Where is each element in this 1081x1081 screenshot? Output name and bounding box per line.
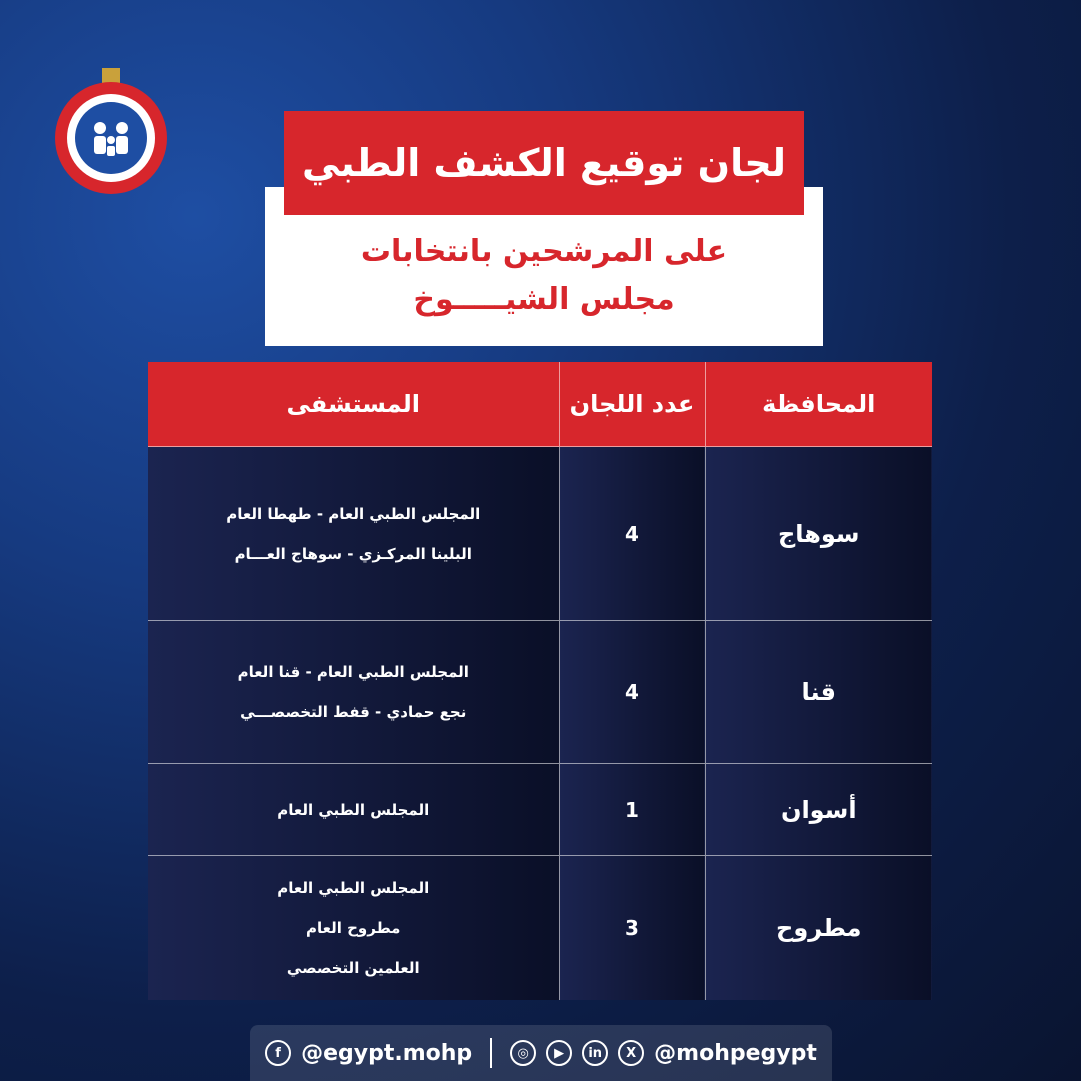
footer-divider [490, 1038, 492, 1068]
hospital-cell [148, 764, 559, 856]
hospital-line: نجع حمادي - قفط التخصصـــي [240, 703, 467, 721]
committees-cell: 1 [559, 764, 705, 856]
subtitle-line-2: مجلس الشيـــــوخ [413, 282, 675, 317]
subtitle [265, 228, 823, 324]
youtube-icon[interactable]: ▶ [546, 1040, 572, 1066]
header-governorate: المحافظة [705, 362, 932, 447]
committees-cell: 4 [559, 621, 705, 764]
table-row [148, 764, 932, 856]
table-row [148, 621, 932, 764]
header-committees: عدد اللجان [559, 362, 705, 447]
ministry-logo [50, 66, 172, 196]
hospital-line: العلمين التخصصي [286, 958, 420, 977]
table-row [148, 447, 932, 621]
hospital-line: المجلس الطبي العام - قنا العام [237, 663, 469, 681]
hospital-line: مطروح العام [306, 918, 401, 937]
hospital-cell [148, 856, 559, 1000]
governorate-cell: قنا [705, 621, 932, 764]
table-row [148, 856, 932, 1000]
hospital-cell [148, 621, 559, 764]
hospital-cell [148, 447, 559, 621]
governorate-cell: أسوان [705, 764, 932, 856]
social-footer [250, 1025, 832, 1081]
committees-cell: 4 [559, 447, 705, 621]
committees-cell: 3 [559, 856, 705, 1000]
hospital-line: البلينا المركـزي - سوهاج العـــام [234, 544, 472, 563]
committees-table [148, 362, 932, 1000]
linkedin-icon[interactable]: in [582, 1040, 608, 1066]
instagram-icon[interactable]: ◎ [510, 1040, 536, 1066]
table-header-row [148, 362, 932, 447]
subtitle-line-1: على المرشحين بانتخابات [360, 234, 728, 269]
x-icon[interactable]: X [618, 1040, 644, 1066]
header-hospital: المستشفى [148, 362, 559, 447]
hospital-line: المجلس الطبي العام [277, 878, 430, 897]
governorate-cell: مطروح [705, 856, 932, 1000]
page-title: لجان توقيع الكشف الطبي [284, 111, 804, 215]
facebook-icon[interactable]: f [265, 1040, 291, 1066]
governorate-cell: سوهاج [705, 447, 932, 621]
facebook-handle[interactable]: @egypt.mohp [301, 1040, 473, 1066]
social-handle[interactable]: @mohpegypt [654, 1040, 817, 1066]
hospital-line: المجلس الطبي العام [277, 800, 430, 819]
hospital-line: المجلس الطبي العام - طهطا العام [226, 504, 481, 523]
